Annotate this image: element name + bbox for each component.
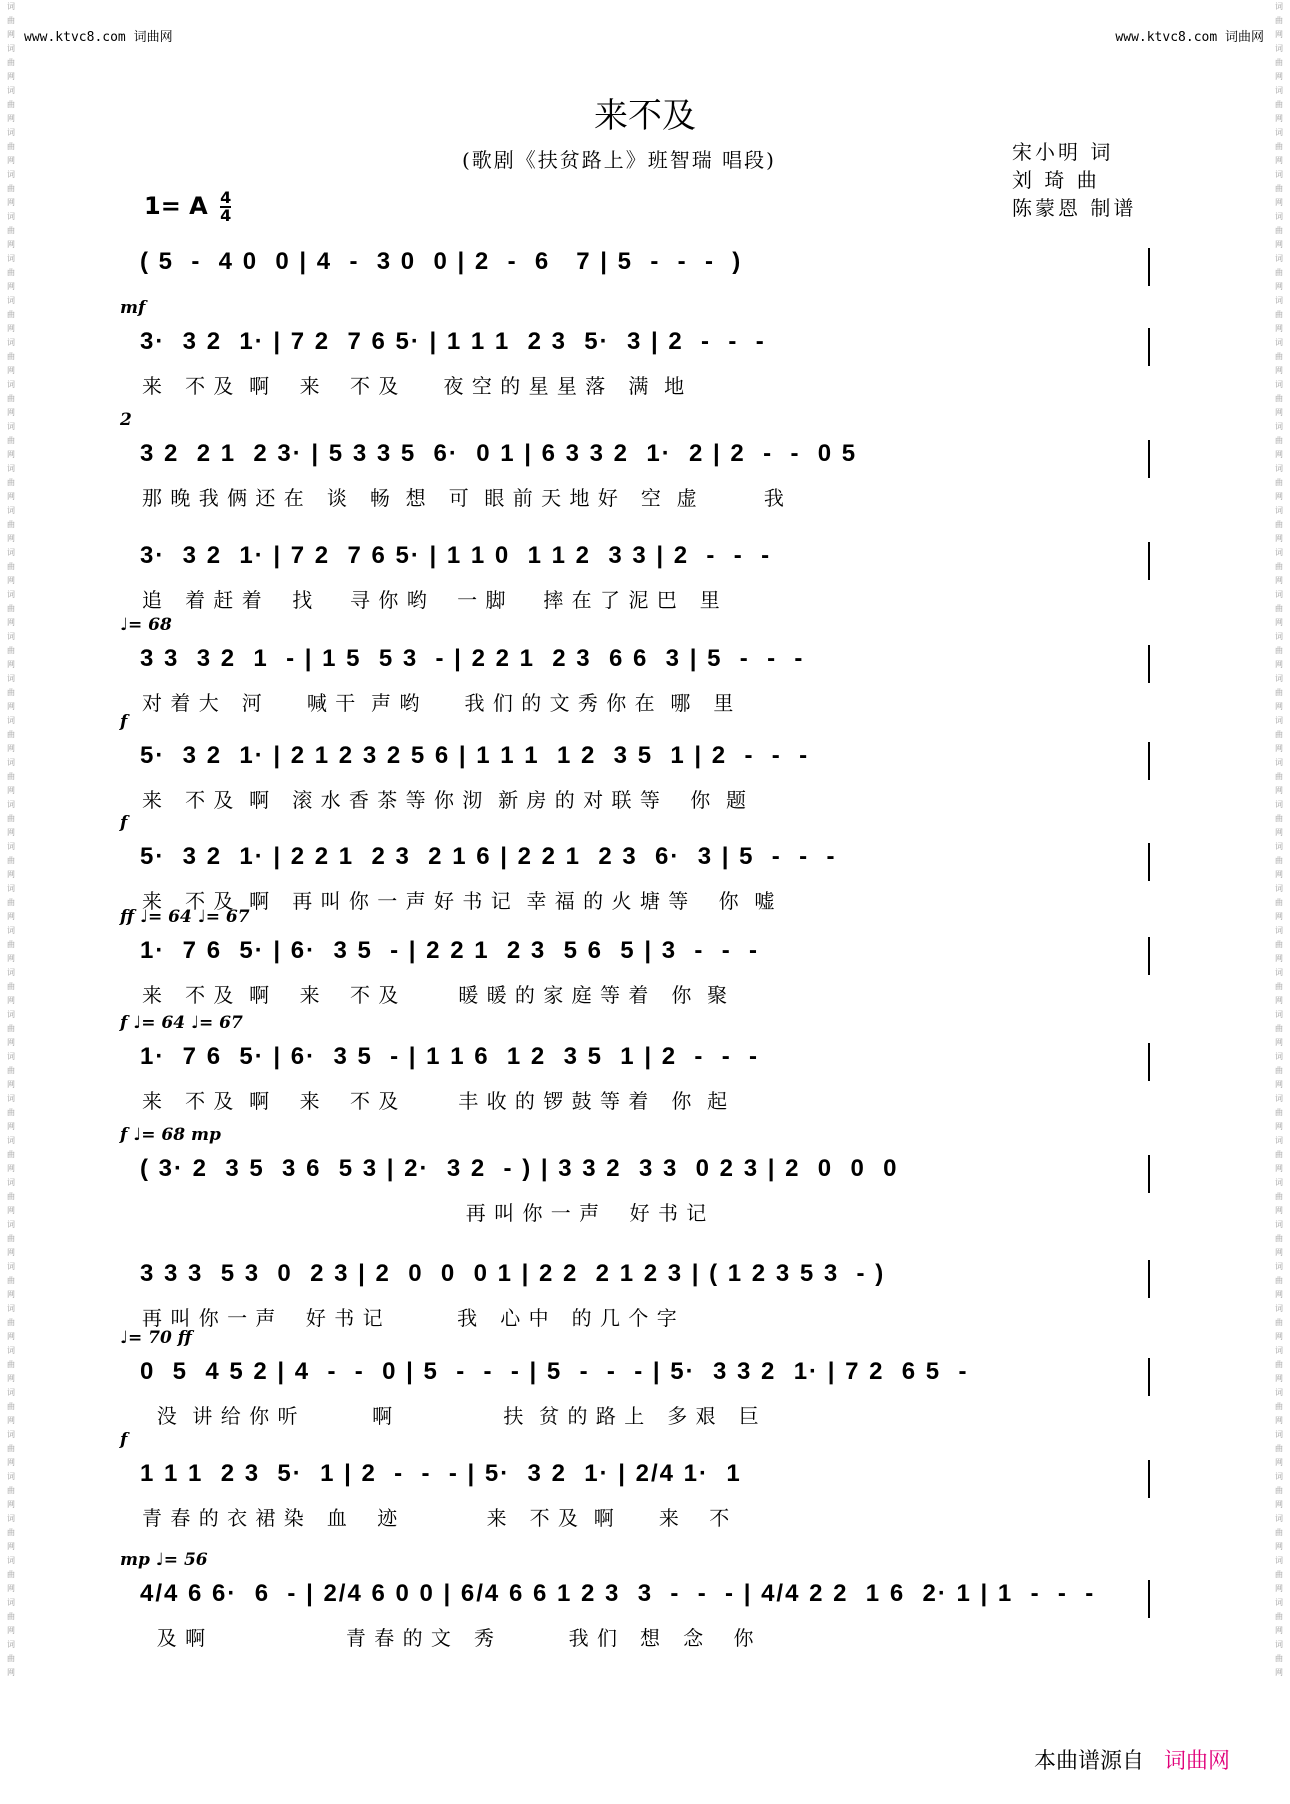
notation-row bbox=[140, 248, 1150, 296]
credits-block bbox=[1012, 138, 1136, 222]
dynamics-mark: f bbox=[120, 813, 128, 833]
lyric-row: 没 讲 给 你 听 啊 扶 贫 的 路 上 多 艰 巨 bbox=[142, 1404, 760, 1428]
notation-row bbox=[140, 1043, 1150, 1091]
lyric-row: 来 不 及 啊 再 叫 你 一 声 好 书 记 幸 福 的 火 塘 等 你 嘘 bbox=[142, 889, 776, 913]
time-signature bbox=[220, 190, 231, 224]
lyric-row: 对 着 大 河 喊 干 声 哟 我 们 的 文 秀 你 在 哪 里 bbox=[142, 691, 735, 715]
time-signature-top: 4 bbox=[220, 188, 232, 207]
notation-row-notes: 4/4 6 6· 6 - | 2/4 6 0 0 | 6/4 6 6 1 2 3 3 - - - | 4/4 2 2 1 6 2· 1 | 1 - - - bbox=[140, 1580, 1096, 1607]
end-barline bbox=[1148, 1358, 1150, 1396]
dynamics-mark: ♩= 70 ff bbox=[120, 1328, 192, 1348]
notation-row-notes: 1 1 1 2 3 5· 1 | 2 - - - | 5· 3 2 1· | 2/4 1· 1 bbox=[140, 1460, 742, 1487]
source-text: 本曲谱源自 bbox=[1034, 1749, 1145, 1774]
notation-row-notes: ( 3· 2 3 5 3 6 5 3 | 2· 3 2 - ) | 3 3 2 3 3 0 2 3 | 2 0 0 0 bbox=[140, 1155, 899, 1182]
dynamics-mark: mp ♩= 56 bbox=[120, 1550, 208, 1570]
composer-credit: 刘 琦 曲 bbox=[1012, 168, 1100, 192]
brand-logo-text[interactable]: 词曲网 bbox=[1164, 1749, 1231, 1774]
notation-row bbox=[140, 1260, 1150, 1308]
end-barline bbox=[1148, 1155, 1150, 1193]
lyric-row: 再 叫 你 一 声 好 书 记 我 心 中 的 几 个 字 bbox=[142, 1306, 678, 1330]
lyric-row: 来 不 及 啊 来 不 及 夜 空 的 星 星 落 满 地 bbox=[142, 374, 686, 398]
lyric-row: 来 不 及 啊 滚 水 香 茶 等 你 沏 新 房 的 对 联 等 你 题 bbox=[142, 788, 748, 812]
notation-row-notes: 3· 3 2 1· | 7 2 7 6 5· | 1 1 0 1 1 2 3 3 | 2 - - - bbox=[140, 542, 772, 569]
song-subtitle: (歌剧《扶贫路上》班智瑞 唱段) bbox=[462, 148, 776, 172]
right-watermark-strip: 词曲网词曲网词曲网词曲网词曲网词曲网词曲网词曲网词曲网词曲网词曲网词曲网词曲网词曲网词曲网词曲网词曲网词曲网词曲网词曲网词曲网词曲网词曲网词曲网词曲网词曲网词曲网词曲网词曲网词曲网词曲网词曲网词曲网词曲网词曲网词曲网词曲网词曲网词曲网词曲网 bbox=[1275, 2, 1283, 1677]
end-barline bbox=[1148, 542, 1150, 580]
dynamics-mark: ff ♩= 64 ♩= 67 bbox=[120, 907, 250, 927]
notation-row bbox=[140, 542, 1150, 590]
dynamics-mark: 2 bbox=[120, 410, 132, 430]
notation-row-notes: 3· 3 2 1· | 7 2 7 6 5· | 1 1 1 2 3 5· 3 | 2 - - - bbox=[140, 328, 766, 355]
end-barline bbox=[1148, 248, 1150, 286]
notation-row-notes: 5· 3 2 1· | 2 2 1 2 3 2 1 6 | 2 2 1 2 3 6· 3 | 5 - - - bbox=[140, 843, 837, 870]
notation-row-notes: 1· 7 6 5· | 6· 3 5 - | 2 2 1 2 3 5 6 5 | 3 - - - bbox=[140, 937, 760, 964]
lyric-row: 再 叫 你 一 声 好 书 记 bbox=[142, 1201, 708, 1225]
dynamics-mark: mf bbox=[120, 298, 146, 318]
end-barline bbox=[1148, 1460, 1150, 1498]
site-url-right: www.ktvc8.com 词曲网 bbox=[1115, 30, 1264, 45]
dynamics-mark: f ♩= 64 ♩= 67 bbox=[120, 1013, 243, 1033]
dynamics-mark: f bbox=[120, 712, 128, 732]
end-barline bbox=[1148, 1580, 1150, 1618]
notation-row-notes: 1· 7 6 5· | 6· 3 5 - | 1 1 6 1 2 3 5 1 | 2 - - - bbox=[140, 1043, 760, 1070]
key-signature bbox=[144, 190, 231, 224]
dynamics-mark: ♩= 68 bbox=[120, 615, 172, 635]
notation-row bbox=[140, 742, 1150, 790]
lyric-row: 追 着 赶 着 找 寻 你 哟 一 脚 摔 在 了 泥 巴 里 bbox=[142, 588, 721, 612]
lyric-row: 及 啊 青 春 的 文 秀 我 们 想 念 你 bbox=[142, 1626, 755, 1650]
key-label: 1= A bbox=[144, 192, 208, 220]
end-barline bbox=[1148, 742, 1150, 780]
song-title: 来不及 bbox=[594, 96, 696, 136]
notation-row bbox=[140, 328, 1150, 376]
end-barline bbox=[1148, 1260, 1150, 1298]
notation-row bbox=[140, 1358, 1150, 1406]
lyricist-credit: 宋小明 词 bbox=[1012, 140, 1114, 164]
end-barline bbox=[1148, 843, 1150, 881]
lyric-row: 来 不 及 啊 来 不 及 丰 收 的 锣 鼓 等 着 你 起 bbox=[142, 1089, 729, 1113]
lyric-row: 青 春 的 衣 裙 染 血 迹 来 不 及 啊 来 不 bbox=[142, 1506, 731, 1530]
source-footer bbox=[1034, 1744, 1230, 1775]
notation-row bbox=[140, 843, 1150, 891]
notation-row bbox=[140, 1155, 1150, 1203]
notation-row-notes: 0 5 4 5 2 | 4 - - 0 | 5 - - - | 5 - - - | 5· 3 3 2 1· | 7 2 6 5 - bbox=[140, 1358, 969, 1385]
notation-row-notes: 3 2 2 1 2 3· | 5 3 3 5 6· 0 1 | 6 3 3 2 1· 2 | 2 - - 0 5 bbox=[140, 440, 858, 467]
notation-row bbox=[140, 1460, 1150, 1508]
lyric-row: 来 不 及 啊 来 不 及 暖 暖 的 家 庭 等 着 你 聚 bbox=[142, 983, 729, 1007]
notation-row bbox=[140, 937, 1150, 985]
end-barline bbox=[1148, 645, 1150, 683]
notation-row bbox=[140, 440, 1150, 488]
arranger-credit: 陈蒙恩 制谱 bbox=[1012, 196, 1137, 220]
notation-row-notes: 5· 3 2 1· | 2 1 2 3 2 5 6 | 1 1 1 1 2 3 5 1 | 2 - - - bbox=[140, 742, 810, 769]
end-barline bbox=[1148, 1043, 1150, 1081]
notation-row-notes: 3 3 3 2 1 - | 1 5 5 3 - | 2 2 1 2 3 6 6 3 | 5 - - - bbox=[140, 645, 805, 672]
left-watermark-strip: 词曲网词曲网词曲网词曲网词曲网词曲网词曲网词曲网词曲网词曲网词曲网词曲网词曲网词曲网词曲网词曲网词曲网词曲网词曲网词曲网词曲网词曲网词曲网词曲网词曲网词曲网词曲网词曲网词曲网词曲网词曲网词曲网词曲网词曲网词曲网词曲网词曲网词曲网词曲网词曲网 bbox=[7, 2, 15, 1677]
time-signature-bottom: 4 bbox=[220, 206, 232, 225]
dynamics-mark: f bbox=[120, 1430, 128, 1450]
end-barline bbox=[1148, 328, 1150, 366]
site-url-left: www.ktvc8.com 词曲网 bbox=[24, 30, 173, 45]
notation-row bbox=[140, 1580, 1150, 1628]
dynamics-mark: f ♩= 68 mp bbox=[120, 1125, 221, 1145]
notation-row-notes: 3 3 3 5 3 0 2 3 | 2 0 0 0 1 | 2 2 2 1 2 3 | ( 1 2 3 5 3 - ) bbox=[140, 1260, 886, 1287]
notation-row bbox=[140, 645, 1150, 693]
end-barline bbox=[1148, 937, 1150, 975]
lyric-row: 那 晚 我 俩 还 在 谈 畅 想 可 眼 前 天 地 好 空 虚 我 bbox=[142, 486, 785, 510]
end-barline bbox=[1148, 440, 1150, 478]
notation-row-notes: ( 5 - 4 0 0 | 4 - 3 0 0 | 2 - 6 7 | 5 - - - ) bbox=[140, 248, 743, 275]
